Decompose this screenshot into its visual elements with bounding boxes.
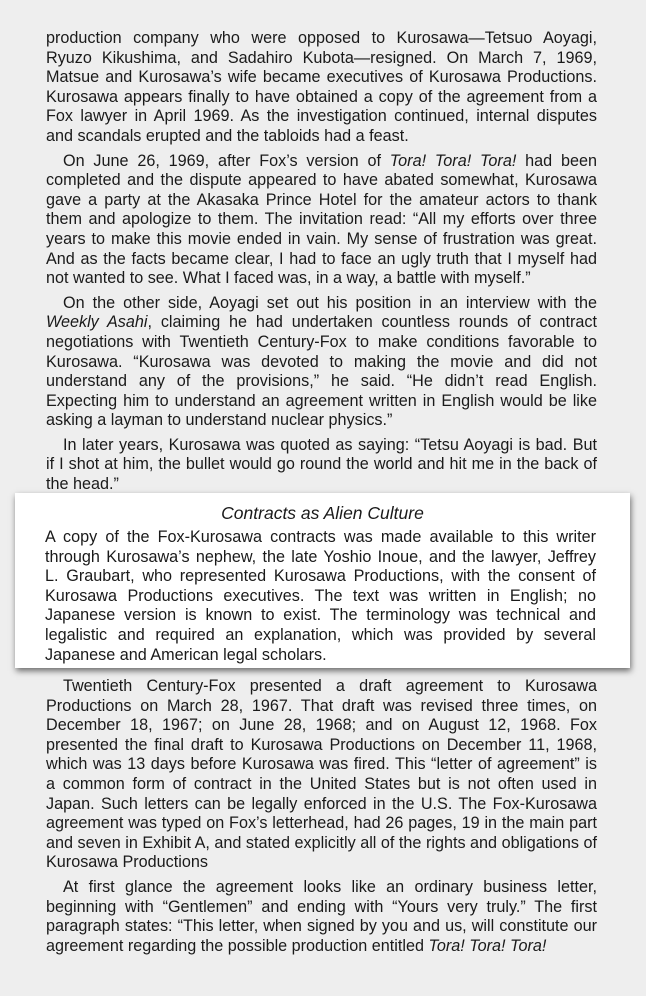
magazine-title: Weekly Asahi [46, 313, 148, 332]
sidebar-box [15, 493, 630, 668]
body-text-bottom [46, 677, 597, 961]
body-text-top [46, 29, 597, 500]
paragraph-continued: production company who were opposed to Kurosawa—Tetsuo Aoyagi, Ryuzo Kikushima, and Sadahiro Kubota—resigned. On March 7, 1969, Matsue and Kurosawa’s wife became executives of Kurosawa Productions. Kurosawa appears finally to have obtained a copy of the agreement from a Fox lawyer in April 1969. As the investigation continued, internal disputes and scandals erupted and the tabloids had a feast. [46, 29, 597, 145]
sidebar-body: A copy of the Fox-Kurosawa contracts was made available to this writer through Kurosawa’s nephew, the late Yoshio Inoue, and the lawyer, Jeffrey L. Graubart, who represented Kurosawa Productions, with the consent of Kurosawa Productions executives. The text was written in English; no Japanese version is known to exist. The terminology was technical and legalistic and required an explanation, which was provided by several Japanese and American legal scholars. [45, 528, 596, 664]
film-title: Tora! Tora! Tora! [428, 936, 547, 955]
paragraph-draft-agreement: Twentieth Century-Fox presented a draft agreement to Kurosawa Productions on March 28, 1967. That draft was revised three times, on December 18, 1967; on June 28, 1968; and on August 12, 1968. Fox presented the final draft to Kurosawa Productions on December 11, 1968, which was 13 days before Kurosawa was fired. This “letter of agreement” is a common form of contract in the United States but is not often used in Japan. Such letters can be legally enforced in the U.S. The Fox-Kurosawa agreement was typed on Fox’s letterhead, had 26 pages, 19 in the main part and seven in Exhibit A, and stated explicitly all of the rights and obligations of Kurosawa Productions [46, 677, 597, 872]
sidebar-title: Contracts as Alien Culture [221, 503, 424, 523]
paragraph-first-glance: At first glance the agreement looks like an ordinary business letter, beginning with “Gentlemen” and ending with “Yours very truly.” The first paragraph states: “This letter, when signed by you and us, will constitute our agreement regarding the possible production entitled Tora! Tora! Tora! [46, 877, 597, 955]
paragraph-quote: In later years, Kurosawa was quoted as saying: “Tetsu Aoyagi is bad. But if I shot at him, the bullet would go round the world and hit me in the back of the head.” [46, 435, 597, 494]
film-title: Tora! Tora! Tora! [389, 151, 517, 170]
paragraph-party: On June 26, 1969, after Fox’s version of Tora! Tora! Tora! had been completed and the dispute appeared to have abated somewhat, Kurosawa gave a party at the Akasaka Prince Hotel for the amateur actors to thank them and apologize to them. The invitation read: “All my efforts over three years to make this movie ended in vain. My sense of frustration was great. And as the facts became clear, I had to face an ugly truth that I myself had not wanted to see. What I faced was, in a way, a battle with myself.” [46, 151, 597, 288]
paragraph-aoyagi: On the other side, Aoyagi set out his position in an interview with the Weekly Asahi, claiming he had undertaken countless rounds of contract negotiations with Twentieth Century-Fox to make conditions favorable to Kurosawa. “Kurosawa was devoted to making the movie and did not understand any of the provisions,” he said. “He didn’t read English. Expecting him to understand an agreement written in English would be like asking a layman to understand nuclear physics.” [46, 293, 597, 430]
